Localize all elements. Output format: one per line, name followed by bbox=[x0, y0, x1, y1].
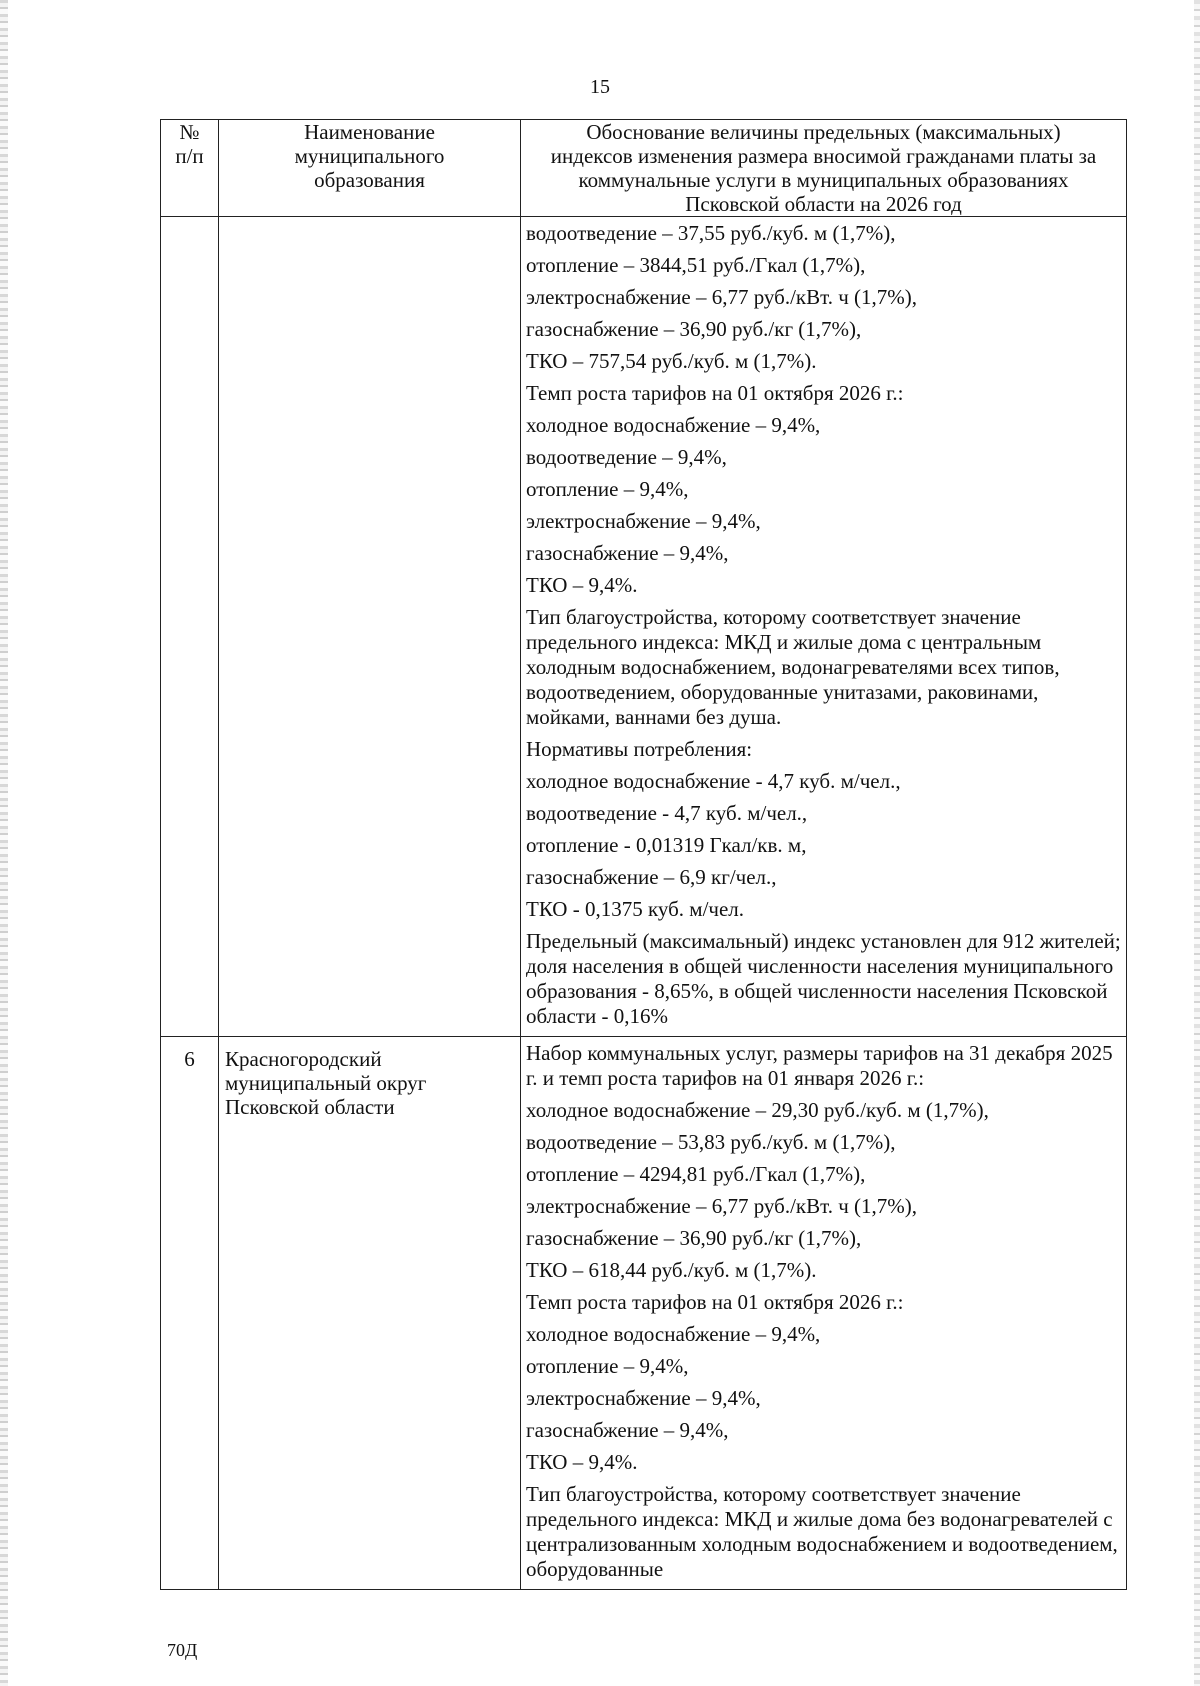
justification-paragraph: холодное водоснабжение - 4,7 куб. м/чел., bbox=[526, 769, 901, 793]
justification-paragraph: Тип благоустройства, которому соответствует значение предельного индекса: МКД и жилые дома без водонагревателей с централизованным холодным водоснабжением и водоотведением, оборудованные bbox=[526, 1482, 1118, 1581]
justification-paragraph: холодное водоснабжение – 9,4%, bbox=[526, 413, 821, 437]
header-justification: Обоснование величины предельных (максимальных) индексов изменения размера вносимой гражданами платы за коммунальные услуги в муниципальных образованиях Псковской области на 2026 год bbox=[521, 120, 1127, 217]
page-number: 15 bbox=[590, 76, 610, 98]
row-number: 6 bbox=[161, 1037, 219, 1590]
justification-paragraph: отопление – 9,4%, bbox=[526, 477, 689, 501]
table-body bbox=[161, 217, 1127, 1590]
justification-paragraph: ТКО – 9,4%. bbox=[526, 573, 638, 597]
justification-paragraph: газоснабжение – 9,4%, bbox=[526, 541, 729, 565]
footer-document-code: 70Д bbox=[167, 1640, 198, 1660]
table-header-row bbox=[161, 120, 1127, 217]
header-number: № п/п bbox=[161, 120, 219, 217]
municipality-name bbox=[219, 217, 521, 1037]
justification-paragraph: газоснабжение – 36,90 руб./кг (1,7%), bbox=[526, 1226, 862, 1250]
justification-paragraph: газоснабжение – 36,90 руб./кг (1,7%), bbox=[526, 317, 862, 341]
justification-paragraph: холодное водоснабжение – 9,4%, bbox=[526, 1322, 821, 1346]
justification-paragraph: Предельный (максимальный) индекс установлен для 912 жителей; доля населения в общей численности населения муниципального образования - 8,65%, в общей численности населения Псковской области - 0,16% bbox=[526, 929, 1121, 1028]
justification-paragraph: ТКО – 618,44 руб./куб. м (1,7%). bbox=[526, 1258, 817, 1282]
justification-paragraph: холодное водоснабжение – 29,30 руб./куб. м (1,7%), bbox=[526, 1098, 989, 1122]
scan-edge-left bbox=[0, 0, 8, 1686]
justification-paragraph: отопление – 9,4%, bbox=[526, 1354, 689, 1378]
justification-paragraph: отопление – 3844,51 руб./Гкал (1,7%), bbox=[526, 253, 866, 277]
justification-paragraph: ТКО - 0,1375 куб. м/чел. bbox=[526, 897, 745, 921]
justification-paragraph: отопление - 0,01319 Гкал/кв. м, bbox=[526, 833, 807, 857]
justification-paragraph: электроснабжение – 9,4%, bbox=[526, 509, 761, 533]
justification-paragraph: Нормативы потребления: bbox=[526, 737, 753, 761]
table-row bbox=[161, 1037, 1127, 1590]
justification-paragraph: водоотведение - 4,7 куб. м/чел., bbox=[526, 801, 808, 825]
scan-edge-right bbox=[1194, 0, 1200, 1686]
justification-cell bbox=[521, 217, 1127, 1037]
justification-paragraph: электроснабжение – 6,77 руб./кВт. ч (1,7%), bbox=[526, 285, 918, 309]
justification-paragraph: ТКО – 9,4%. bbox=[526, 1450, 638, 1474]
justification-paragraph: Тип благоустройства, которому соответствует значение предельного индекса: МКД и жилые дома с центральным холодным водоснабжением, водонагревателями всех типов, водоотведением, оборудованные унитазами, раковинами, мойками, ваннами без душа. bbox=[526, 605, 1060, 729]
justification-paragraph: Темп роста тарифов на 01 октября 2026 г.: bbox=[526, 381, 904, 405]
municipality-name: Красногородский муниципальный округ Псковской области bbox=[219, 1037, 521, 1590]
header-municipality-name: Наименование муниципального образования bbox=[219, 120, 521, 217]
justification-paragraph: водоотведение – 53,83 руб./куб. м (1,7%), bbox=[526, 1130, 896, 1154]
justification-paragraph: отопление – 4294,81 руб./Гкал (1,7%), bbox=[526, 1162, 866, 1186]
justification-cell bbox=[521, 1037, 1127, 1590]
justification-paragraph: Набор коммунальных услуг, размеры тарифов на 31 декабря 2025 г. и темп роста тарифов на 01 января 2026 г.: bbox=[526, 1041, 1113, 1090]
justification-paragraph: ТКО – 757,54 руб./куб. м (1,7%). bbox=[526, 349, 817, 373]
table-row bbox=[161, 217, 1127, 1037]
justification-paragraph: электроснабжение – 6,77 руб./кВт. ч (1,7%), bbox=[526, 1194, 918, 1218]
justification-paragraph: газоснабжение – 9,4%, bbox=[526, 1418, 729, 1442]
justification-paragraph: водоотведение – 9,4%, bbox=[526, 445, 727, 469]
tariff-table bbox=[160, 119, 1127, 1590]
justification-paragraph: газоснабжение – 6,9 кг/чел., bbox=[526, 865, 777, 889]
justification-paragraph: электроснабжение – 9,4%, bbox=[526, 1386, 761, 1410]
row-number bbox=[161, 217, 219, 1037]
justification-paragraph: водоотведение – 37,55 руб./куб. м (1,7%), bbox=[526, 221, 896, 245]
justification-paragraph: Темп роста тарифов на 01 октября 2026 г.: bbox=[526, 1290, 904, 1314]
